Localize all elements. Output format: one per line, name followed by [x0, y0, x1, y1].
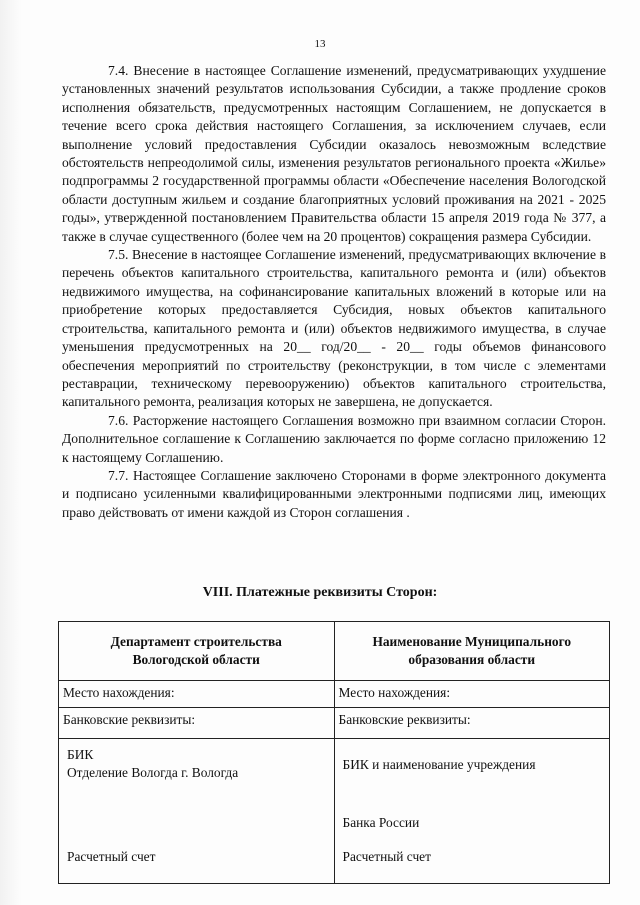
left-location: Место нахождения:: [59, 681, 335, 708]
left-account-label: Расчетный счет: [67, 849, 156, 864]
left-branch: Отделение Вологда г. Вологда: [67, 765, 239, 780]
right-bank-details: Банковские реквизиты:: [334, 708, 610, 739]
left-bank-details: Банковские реквизиты:: [59, 708, 335, 739]
left-bik-label: БИК: [67, 747, 94, 762]
right-bank-block: [334, 739, 610, 884]
right-location: Место нахождения:: [334, 681, 610, 708]
left-bank-block: [59, 739, 335, 884]
right-bik-label: БИК и наименование учреждения: [342, 757, 536, 772]
scan-shadow: [0, 0, 22, 905]
right-account-label: Расчетный счет: [342, 849, 431, 864]
paragraph-7-7: 7.7. Настоящее Соглашение заключено Сторонами в форме электронного документа и подписано усиленными квалифицированными электронными подписями лиц, имеющих право действовать от имени каждой из Сторон соглашения .: [62, 467, 606, 520]
right-party-header: Наименование Муниципального образования области: [334, 622, 610, 681]
right-bank-name: Банка России: [342, 815, 420, 830]
left-party-header: Департамент строительства Вологодской области: [59, 622, 335, 681]
section-title: VIII. Платежные реквизиты Сторон:: [202, 585, 438, 600]
paragraph-7-4: 7.4. Внесение в настоящее Соглашение изменений, предусматривающих ухудшение установленных значений результатов использования Субсидии, а также продление сроков исполнения обязательств, предусмотренных настоящим Соглашением, не допускается в течение всего срока действия настоящего Соглашения, за исключением случаев, если выполнение условий предоставления Субсидии оказалось невозможным вследствие обстоятельств непреодолимой силы, изменения результатов регионального проекта «Жилье» подпрограммы 2 государственной программы области «Обеспечение населения Вологодской области доступным жильем и создание благоприятных условий проживания на 2021 - 2025 годы», утвержденной постановлением Правительства области 15 апреля 2019 года № 377, а также в случае существенного (более чем на 20 процентов) сокращения размера Субсидии.: [62, 63, 606, 244]
paragraph-7-6: 7.6. Расторжение настоящего Соглашения возможно при взаимном согласии Сторон. Дополнительное соглашение к Соглашению заключается по форме согласно приложению 12 к настоящему Соглашению.: [62, 412, 606, 465]
payment-details-table: [58, 621, 610, 884]
body-text: [62, 62, 606, 522]
page-number: 13: [314, 38, 326, 50]
paragraph-7-5: 7.5. Внесение в настоящее Соглашение изменений, предусматривающих включение в перечень объектов капитального строительства, капитального ремонта и (или) объектов недвижимого имущества, на софинансирование капитальных вложений в которые или на приобретение которых предоставляется Субсидия, новых объектов капитального строительства, капитального ремонта и (или) объектов недвижимого имущества, в случае уменьшения предусмотренных на 20__ год/20__ - 20__ годы объемов финансового обеспечения мероприятий по строительству (реконструкции, в том числе с элементами реставрации, техническому перевооружению) объектов капитального строительства, капитального ремонта, реализация которых не завершена, не допускается.: [62, 247, 606, 410]
